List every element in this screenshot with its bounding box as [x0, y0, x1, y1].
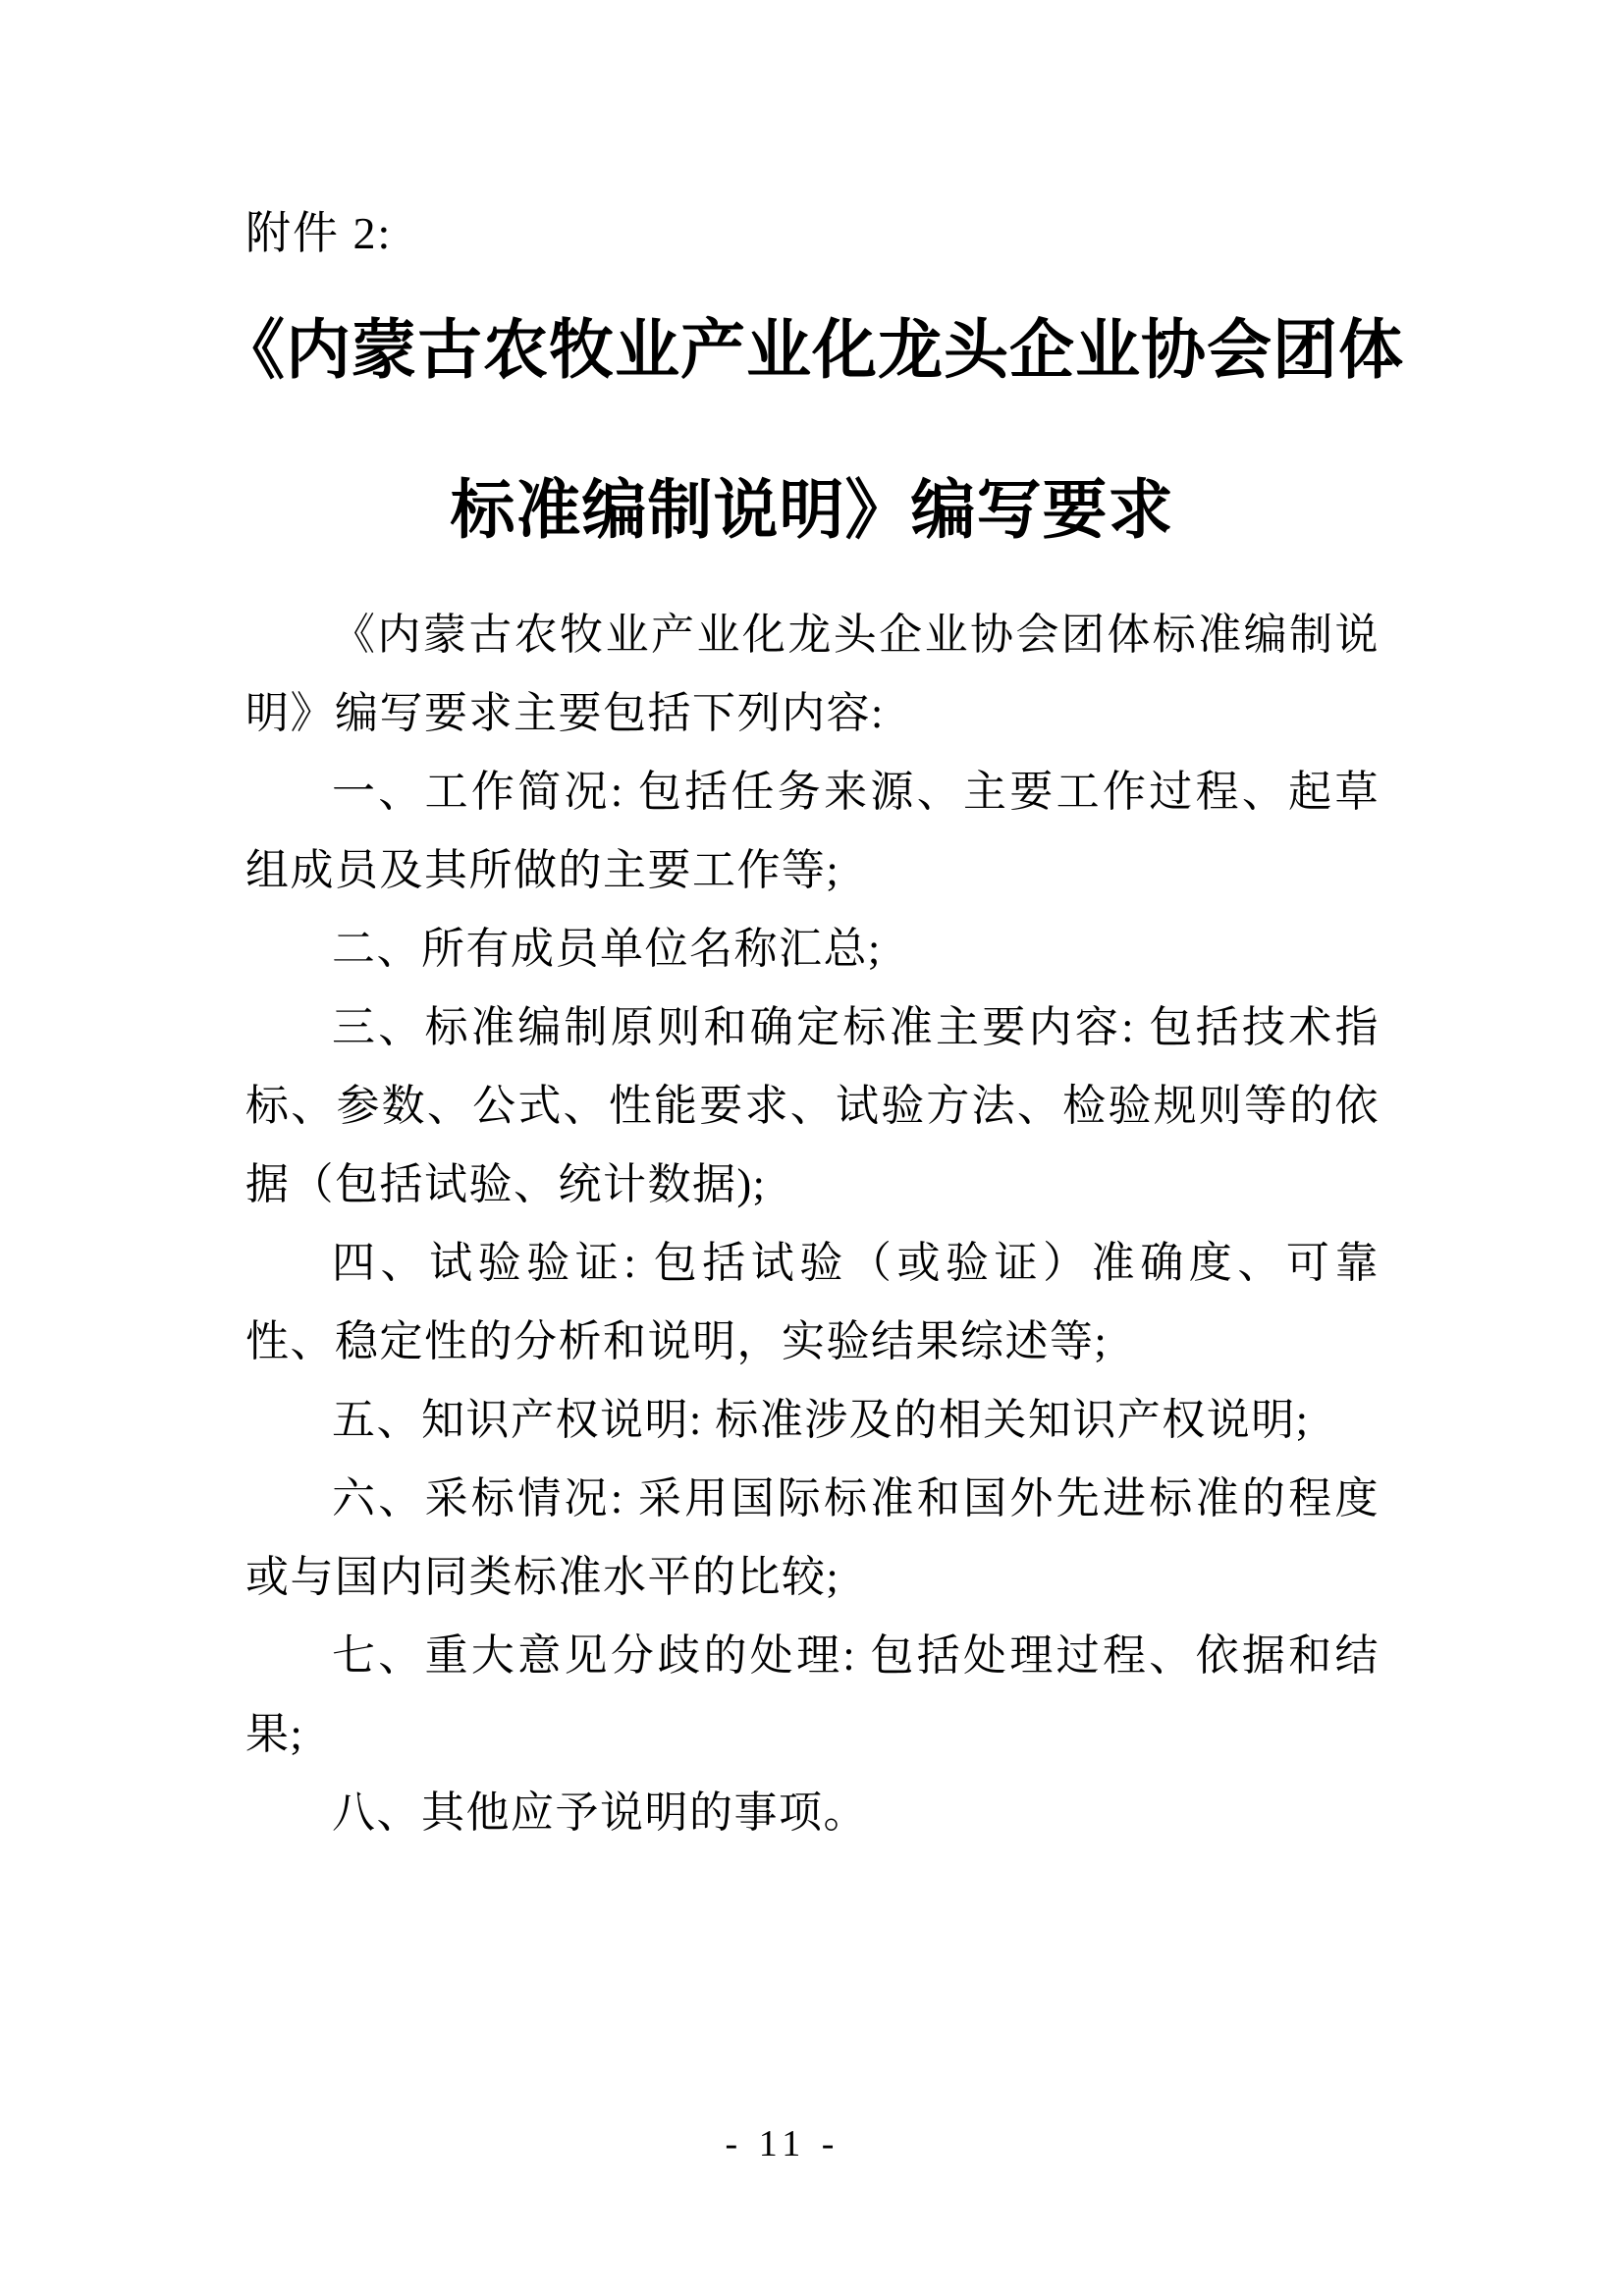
attachment-label: 附件 2: — [245, 208, 393, 258]
paragraph-item-1: 一、工作简况: 包括任务来源、主要工作过程、起草组成员及其所做的主要工作等; — [245, 768, 1380, 894]
paragraph-item-2: 二、所有成员单位名称汇总; — [332, 925, 882, 973]
paragraph-item-8: 八、其他应予说明的事项。 — [332, 1789, 868, 1837]
paragraph-item-5: 五、知识产权说明: 标准涉及的相关知识产权说明; — [332, 1396, 1310, 1444]
page-number: - 11 - — [725, 2123, 840, 2164]
document-title-line-2: 标准编制说明》编写要求 — [450, 475, 1174, 547]
paragraph-item-4: 四、试验验证: 包括试验（或验证）准确度、可靠性、稳定性的分析和说明，实验结果综述等; — [245, 1239, 1380, 1365]
paragraph-item-3: 三、标准编制原则和确定标准主要内容: 包括技术指标、参数、公式、性能要求、试验方法、检验规则等的依据（包括试验、统计数据); — [245, 1003, 1380, 1208]
paragraph-item-6: 六、采标情况: 采用国际标准和国外先进标准的程度或与国内同类标准水平的比较; — [245, 1474, 1380, 1601]
document-title-line-1: 《内蒙古农牧业产业化龙头企业协会团体 — [220, 315, 1404, 387]
document-body — [245, 596, 1380, 1852]
paragraph-item-7: 七、重大意见分歧的处理: 包括处理过程、依据和结果; — [245, 1631, 1380, 1758]
document-title — [0, 271, 1624, 591]
paragraph-intro: 《内蒙古农牧业产业化龙头企业协会团体标准编制说明》编写要求主要包括下列内容: — [245, 611, 1380, 737]
